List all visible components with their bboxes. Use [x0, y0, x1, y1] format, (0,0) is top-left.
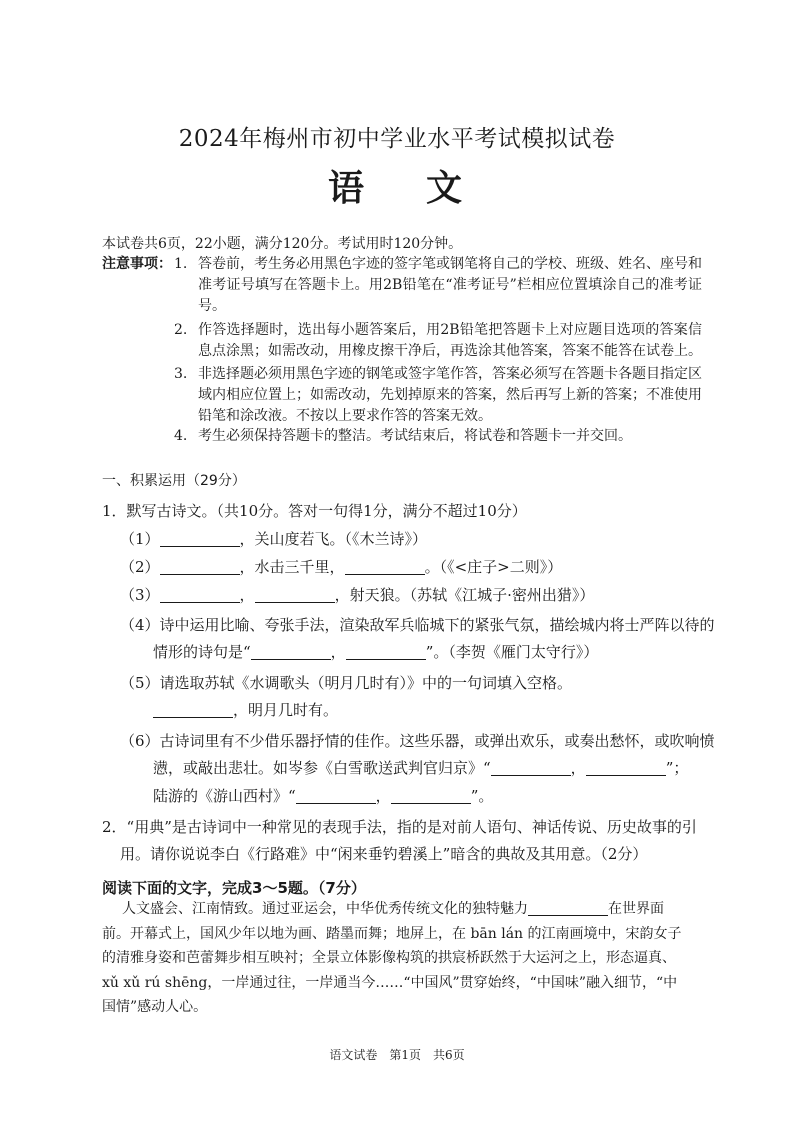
subject-char-2: 文	[426, 167, 467, 209]
question-2-line-2: 用。请你说说李白《行路难》中“闲来垂钓碧溪上”暗含的典故及其用意。（2分）	[120, 845, 648, 863]
answer-blank[interactable]	[153, 701, 233, 718]
notice-item-number: 2.	[174, 322, 188, 338]
question-1-sub-1	[120, 528, 427, 549]
answer-blank[interactable]	[160, 558, 240, 575]
notice-item	[174, 426, 702, 447]
answer-blank[interactable]	[391, 787, 471, 804]
sub-text: 请选取苏轼《水调歌头（明月几时有）》中的一句词填入空格。	[159, 674, 573, 692]
notice-item-text: 考生必须保持答题卡的整洁。考试结束后，将试卷和答题卡一并交回。	[198, 428, 632, 444]
answer-blank[interactable]	[586, 759, 666, 776]
passage-line: 的清雅身姿和芭蕾舞步相互映衬；全景立体影像构筑的拱宸桥跃然于大运河之上，形态逼真、	[102, 950, 676, 966]
answer-blank[interactable]	[251, 643, 331, 660]
question-1-sub-4-line-2	[153, 641, 598, 662]
sub-text: ”；	[665, 759, 689, 777]
notice-item-number: 4.	[174, 428, 188, 444]
passage-line	[102, 897, 702, 922]
sub-text: 懑，或敲出悲壮。如岑参《白雪歌送武判官归京》“	[153, 759, 491, 777]
notice-item-number: 1.	[174, 256, 188, 272]
sub-text: ，射天狼。（苏轼《江城子·密州出猎》）	[334, 586, 595, 604]
page-footer: 语文试卷 第1页 共6页	[329, 1048, 465, 1062]
question-1-sub-3	[120, 584, 594, 605]
question-1-sub-5-line-1	[120, 672, 572, 693]
notice-item-number: 3.	[174, 366, 188, 382]
sub-text: ”。（李贺《雁门太守行》）	[425, 643, 599, 661]
sub-text: 诗中运用比喻、夸张手法，渲染敌军兵临城下的紧张气氛，描绘城内将士严阵以待的	[159, 616, 715, 634]
sub-label: （3）	[120, 586, 160, 604]
notice-item-text: 非选择题必须用黑色字迹的钢笔或签字笔作答，答案必须写在答题卡各题目指定区域内相应位置上；如需改动，先划掉原来的答案，然后再写上新的答案；不准使用铅笔和涂改液。不按以上要求作答的答案无效。	[198, 366, 702, 424]
notice-label: 注意事项：	[102, 256, 172, 272]
passage-line: 国情”感动人心。	[102, 999, 208, 1015]
reading-heading: 阅读下面的文字，完成3～5题。（7分）	[102, 879, 366, 897]
sub-text: ，明月几时有。	[233, 701, 339, 719]
answer-blank[interactable]	[255, 586, 335, 603]
subject-char-1: 语	[327, 167, 368, 209]
sub-text: 古诗词里有不少借乐器抒情的佳作。这些乐器，或弹出欢乐，或奏出愁怀，或吹响愤	[159, 732, 715, 750]
reading-passage	[102, 897, 702, 1020]
question-2-line-1: 2．“用典”是古诗词中一种常见的表现手法，指的是对前人语句、神话传说、历史故事的引	[102, 818, 697, 836]
passage-line: xǔ xǔ rú shēng，一岸通过往，一岸通当今……“中国风”贯穿始终，“中国味”融入细节，“中	[102, 974, 678, 991]
sub-text: ，	[375, 787, 391, 805]
sub-text: 陆游的《游山西村》“	[153, 787, 296, 805]
exam-intro: 本试卷共6页，22小题，满分120分。考试用时120分钟。	[102, 236, 463, 252]
sub-text: ，水击三千里，	[239, 558, 345, 576]
sub-text: ”。	[470, 787, 494, 805]
section-heading: 一、积累运用（29分）	[102, 473, 246, 489]
sub-text: 情形的诗句是“	[153, 643, 251, 661]
passage-text: 在世界面	[608, 901, 664, 917]
question-1-sub-5-line-2	[153, 699, 338, 720]
notice-item	[174, 320, 702, 362]
notice-item-text: 作答选择题时，选出每小题答案后，用2B铅笔把答题卡上对应题目选项的答案信息点涂黑；如需改动，用橡皮擦干净后，再选涂其他答案，答案不能答在试卷上。	[198, 322, 702, 359]
question-1-sub-4-line-1	[120, 614, 715, 635]
sub-label: （5）	[120, 674, 160, 692]
answer-blank[interactable]	[491, 759, 571, 776]
notice-item-text: 答卷前，考生务必用黑色字迹的签字笔或钢笔将自己的学校、班级、姓名、座号和准考证号填写在答题卡上。用2B铅笔在“准考证号”栏相应位置填涂自己的准考证号。	[198, 256, 702, 314]
passage-line: 前。开幕式上，国风少年以地为画、踏墨而舞；地屏上，在 bān lán 的江南画境中，宋韵女子	[102, 925, 682, 942]
sub-text: ，	[570, 759, 586, 777]
answer-blank[interactable]	[346, 643, 426, 660]
sub-label: （4）	[120, 616, 160, 634]
question-1-sub-6-line-1	[120, 730, 715, 751]
answer-blank[interactable]	[528, 899, 608, 916]
subject-title	[0, 160, 794, 211]
sub-label: （6）	[120, 732, 160, 750]
question-1-sub-6-line-3	[153, 785, 493, 806]
question-1-stem: 1．默写古诗文。（共10分。答对一句得1分，满分不超过10分）	[102, 502, 527, 520]
answer-blank[interactable]	[160, 586, 240, 603]
notice-item	[174, 364, 702, 427]
sub-text: 。（《<庄子>二则》）	[424, 558, 563, 576]
answer-blank[interactable]	[296, 787, 376, 804]
passage-text: 人文盛会、江南情致。通过亚运会，中华优秀传统文化的独特魅力	[122, 901, 528, 917]
answer-blank[interactable]	[160, 530, 240, 547]
question-1-sub-6-line-2	[153, 757, 688, 778]
notice-item	[174, 254, 702, 317]
exam-title: 2024年梅州市初中学业水平考试模拟试卷	[178, 126, 616, 152]
answer-blank[interactable]	[345, 558, 425, 575]
sub-text: ，	[330, 643, 346, 661]
sub-label: （1）	[120, 530, 160, 548]
sub-label: （2）	[120, 558, 160, 576]
question-1-sub-2	[120, 556, 562, 577]
sub-text: ，	[239, 586, 255, 604]
sub-text: ，关山度若飞。（《木兰诗》）	[239, 530, 428, 548]
